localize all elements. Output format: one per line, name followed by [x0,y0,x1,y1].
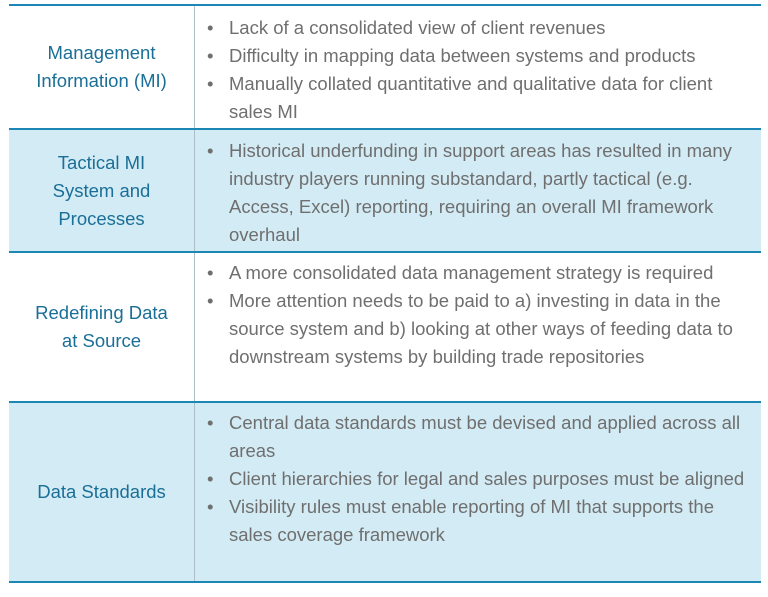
bullet-list [205,137,755,249]
row-description [195,130,761,251]
row-description [195,6,761,128]
bullet-item: • Visibility rules must enable reporting of MI that supports the sales coverage framework [205,493,755,549]
bullet-list [205,14,755,126]
bullet-item: • Lack of a consolidated view of client revenues [205,14,755,42]
bullet-list [205,259,755,371]
row-description [195,403,761,581]
category-label: Data Standards [37,481,166,502]
table-row-tactical-mi [9,128,761,251]
category-label: Management Information (MI) [36,42,167,91]
bullet-item: • Central data standards must be devised and applied across all areas [205,409,755,465]
bullet-item: • Difficulty in mapping data between systems and products [205,42,755,70]
table-row-data-standards [9,401,761,583]
category-label: Tactical MI System and Processes [52,151,151,229]
bullet-item: • Historical underfunding in support areas has resulted in many industry players running substandard, partly tactical (e.g. Access, Excel) reporting, requiring an overall MI framework overhaul [205,137,755,249]
row-category [9,130,195,251]
bullet-list [205,409,755,549]
bullet-item: • More attention needs to be paid to a) investing in data in the source system and b) looking at other ways of feeding data to downstream systems by building trade repositories [205,287,755,371]
bullet-item: • Manually collated quantitative and qualitative data for client sales MI [205,70,755,126]
table-row-redefining-data [9,251,761,401]
challenges-table [9,4,761,583]
row-category [9,6,195,128]
category-label: Redefining Data at Source [35,302,168,351]
bullet-item: • A more consolidated data management strategy is required [205,259,755,287]
bullet-item: • Client hierarchies for legal and sales purposes must be aligned [205,465,755,493]
row-category [9,253,195,401]
row-category [9,403,195,581]
table-row-management-information [9,4,761,128]
row-description [195,253,761,401]
